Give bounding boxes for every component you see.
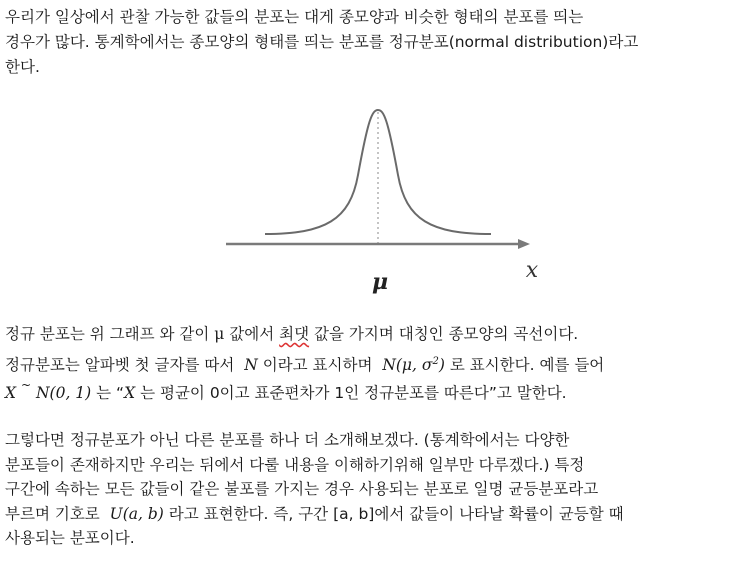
mu-symbol: μ xyxy=(214,325,225,343)
uniform-line-2: 분포들이 존재하지만 우리는 뒤에서 다룰 내용을 이해하기위해 일부만 다루겠다.) 특정 xyxy=(5,455,585,474)
uniform-line-4 xyxy=(5,502,745,527)
uniform-line-5: 사용되는 분포이다. xyxy=(5,529,135,547)
notation-N-mu-sigma-body: N(μ, σ xyxy=(382,356,433,375)
normal-distribution-paragraph xyxy=(5,320,745,408)
notation-N01: N(0, 1) xyxy=(35,384,92,403)
uniform-line-3: 구간에 속하는 모든 값들이 같은 불포를 가지는 경우 사용되는 분포로 일명 균등분포라고 xyxy=(5,480,599,498)
intro-line-2: 경우가 많다. 통계학에서는 종모양의 형태를 띄는 분포를 정규분포(normal distribution)라고 xyxy=(5,33,639,51)
x-axis-label: x xyxy=(525,258,539,283)
symbol-X: X xyxy=(5,384,17,403)
normal-line-3 xyxy=(5,379,745,408)
normal-l1-b: 값에서 xyxy=(229,325,275,343)
normal-l2-b: 이라고 표시하며 xyxy=(262,356,373,375)
tilde-symbol: ~ xyxy=(20,378,32,393)
normal-l3-a: 는 “ xyxy=(96,384,125,403)
x-axis-arrowhead xyxy=(518,239,530,249)
normal-line-2 xyxy=(5,348,745,379)
intro-line-1: 우리가 일상에서 관찰 가능한 값들의 분포는 대게 종모양과 비슷한 형태의 분포를 띄는 xyxy=(5,8,584,26)
intro-paragraph xyxy=(5,5,745,80)
normal-distribution-figure xyxy=(220,100,550,300)
normal-l1-c: 값을 가지며 대칭인 종모양의 곡선이다. xyxy=(314,325,579,343)
normal-l2-c: 로 표시한다. 예를 들어 xyxy=(449,356,605,375)
symbol-X-quoted: X xyxy=(124,384,136,403)
uniform-distribution-paragraph xyxy=(5,428,745,551)
uniform-line-1: 그렇다면 정규분포가 아닌 다른 분포를 하나 더 소개해보겠다. (통계학에서는 다양한 xyxy=(5,431,570,449)
symbol-N: N xyxy=(244,356,258,375)
normal-line-1 xyxy=(5,320,745,348)
normal-l1-a: 정규 분포는 위 그래프 와 같이 xyxy=(5,325,210,343)
notation-close-paren: ) xyxy=(438,356,445,375)
spellcheck-word: 최댓 xyxy=(279,325,310,343)
uniform-l4-b: 라고 표현한다. 즉, 구간 [a, b]에서 값들이 나타날 확률이 균등할 때 xyxy=(168,504,624,523)
normal-l3-b: 는 평균이 0이고 표준편차가 1인 정규분포를 따른다”고 말한다. xyxy=(140,384,567,403)
uniform-l4-a: 부르며 기호로 xyxy=(5,504,100,523)
intro-line-3: 한다. xyxy=(5,58,40,76)
mu-label: μ xyxy=(371,269,389,295)
notation-U-ab: U(a, b) xyxy=(109,504,164,523)
normal-l2-a: 정규분포는 알파벳 첫 글자를 따서 xyxy=(5,356,235,375)
notation-N-mu-sigma xyxy=(382,356,445,374)
notation-superscript: 2 xyxy=(432,356,439,367)
